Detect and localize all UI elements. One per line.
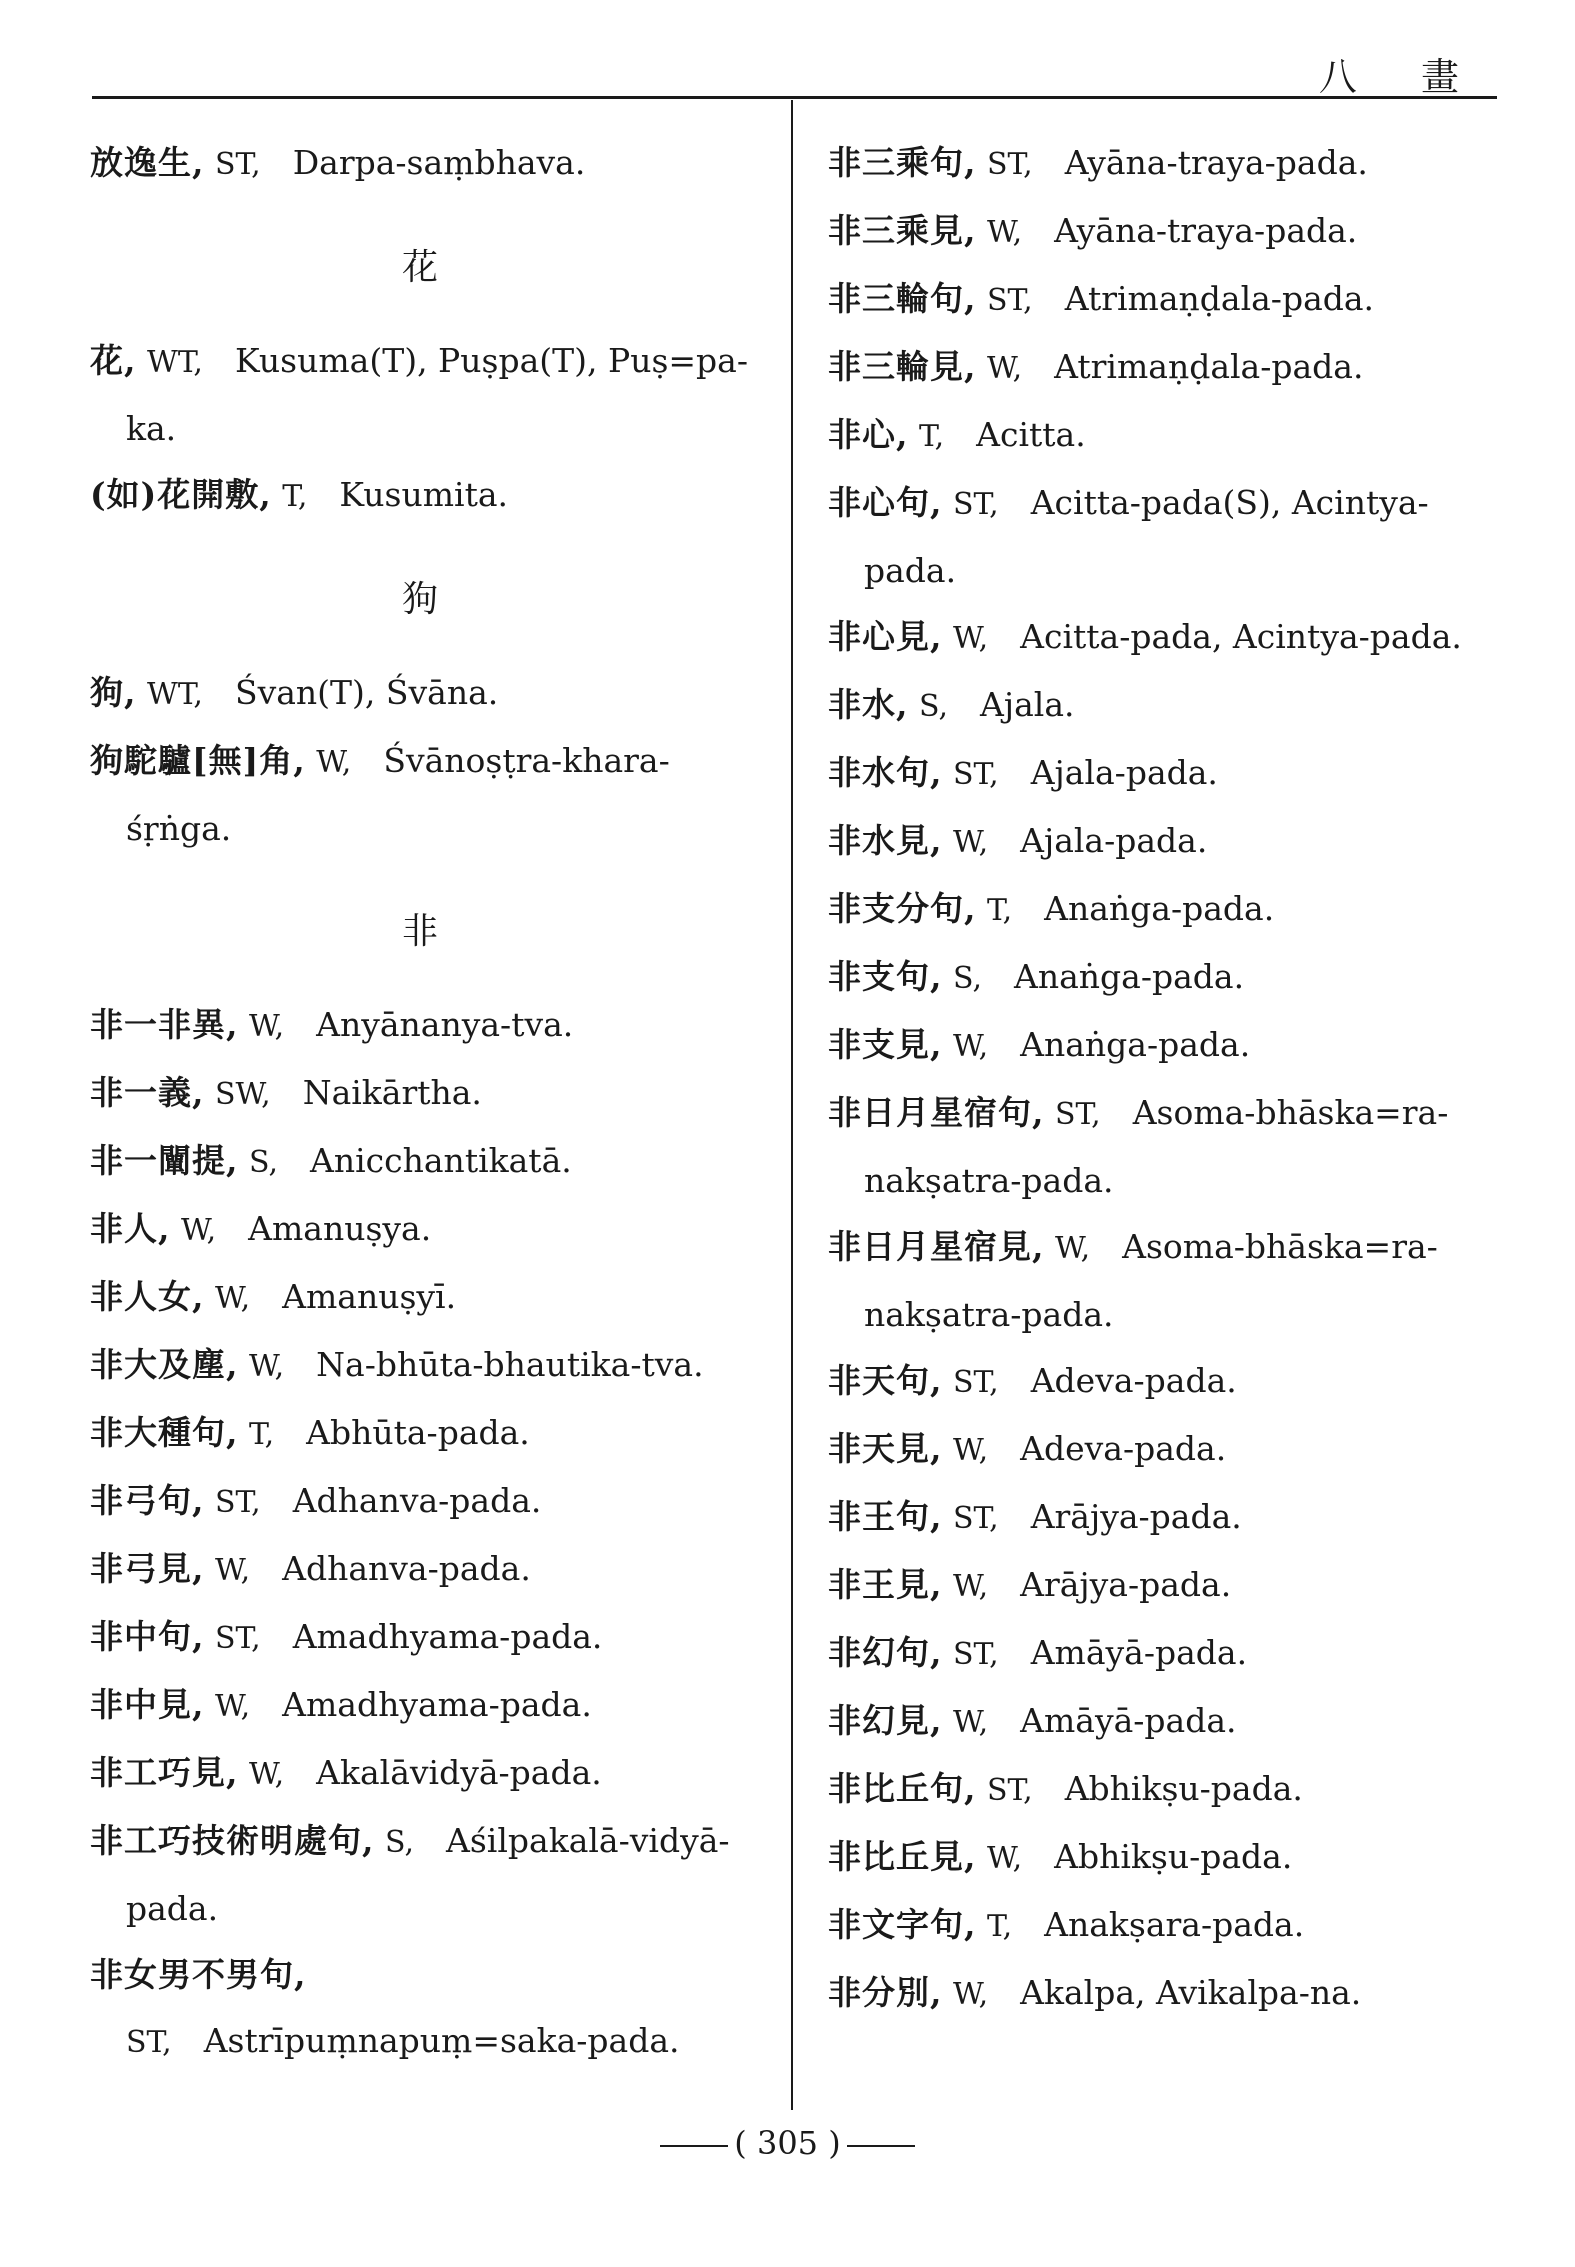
- entry-sanskrit: Śvan(T), Śvāna.: [234, 673, 499, 712]
- entry-headword: (如)花開敷,: [90, 475, 272, 514]
- entry-sanskrit: Na-bhūta-bhautika-tva.: [316, 1345, 704, 1384]
- entry-sanskrit: Atrimaṇḍala-pada.: [1064, 279, 1375, 318]
- entry-source: W,: [181, 1213, 217, 1248]
- entry-headword: 非比丘句,: [828, 1769, 977, 1808]
- entry-headword: 非日月星宿見,: [828, 1227, 1045, 1266]
- entry-source: W,: [215, 1553, 251, 1588]
- entry-source: S,: [919, 689, 949, 724]
- dictionary-entry: [828, 604, 1508, 672]
- entry-sanskrit: Anakṣara-pada.: [1044, 1905, 1305, 1944]
- dictionary-entry: [90, 328, 750, 462]
- dictionary-entry: [828, 130, 1508, 198]
- entry-source: ST,: [953, 1637, 999, 1672]
- dictionary-entry: [828, 1688, 1508, 1756]
- dictionary-entry: [90, 1468, 750, 1536]
- dictionary-entry: [828, 1756, 1508, 1824]
- entry-source: W,: [953, 825, 989, 860]
- entry-headword: 非支分句,: [828, 889, 977, 928]
- entry-headword: 非支見,: [828, 1025, 943, 1064]
- entry-sanskrit: Anaṅga-pada.: [1020, 1025, 1251, 1064]
- entry-sanskrit: Ayāna-traya-pada.: [1064, 143, 1368, 182]
- entry-sanskrit: Ayāna-traya-pada.: [1054, 211, 1358, 250]
- right-column: [828, 130, 1508, 2028]
- entry-headword: 非王句,: [828, 1497, 943, 1536]
- entry-source: W,: [249, 1757, 285, 1792]
- dictionary-entry: [90, 728, 750, 862]
- entry-sanskrit: Atrimaṇḍala-pada.: [1054, 347, 1364, 386]
- section-heading: 非: [401, 911, 438, 952]
- dictionary-entry: [90, 1264, 750, 1332]
- entry-headword: 非人,: [90, 1209, 171, 1248]
- entry-source: ST,: [953, 1501, 999, 1536]
- section-heading: 花: [401, 247, 438, 288]
- dictionary-entry: [828, 1552, 1508, 1620]
- dictionary-entry: [828, 1960, 1508, 2028]
- entry-sanskrit: Asoma-bhāska=ra-nakṣatra-pada.: [864, 1227, 1438, 1334]
- entry-sanskrit: Acitta.: [976, 415, 1086, 454]
- entry-headword: 非工巧見,: [90, 1753, 239, 1792]
- entry-sanskrit: Amāyā-pada.: [1030, 1633, 1248, 1672]
- dictionary-entry: [828, 470, 1508, 604]
- entry-source: W,: [249, 1009, 285, 1044]
- entry-headword: 非三乘句,: [828, 143, 977, 182]
- entry-headword: 非心,: [828, 415, 909, 454]
- running-head: 八 畫: [1318, 55, 1485, 99]
- dictionary-entry: [90, 1740, 750, 1808]
- folio-dash-right: [847, 2145, 915, 2147]
- entry-headword: 非大及塵,: [90, 1345, 239, 1384]
- entry-source: T,: [987, 893, 1013, 928]
- entry-headword: 非幻句,: [828, 1633, 943, 1672]
- entry-sanskrit: Amanuṣyī.: [282, 1277, 457, 1316]
- entry-headword: 非一非異,: [90, 1005, 239, 1044]
- entry-sanskrit: Anicchantikatā.: [310, 1141, 572, 1180]
- entry-sanskrit: Amadhyama-pada.: [282, 1685, 592, 1724]
- entry-source: W,: [953, 1569, 989, 1604]
- dictionary-entry: [828, 198, 1508, 266]
- dictionary-entry: [828, 1620, 1508, 1688]
- section-heading: 狗: [401, 579, 438, 620]
- entry-sanskrit: Arājya-pada.: [1020, 1565, 1232, 1604]
- entry-source: ST,: [987, 283, 1033, 318]
- entry-source: T,: [987, 1909, 1013, 1944]
- entry-headword: 非弓句,: [90, 1481, 205, 1520]
- entry-headword: 非日月星宿句,: [828, 1093, 1045, 1132]
- entry-sanskrit: Kusuma(T), Puṣpa(T), Puṣ=pa-ka.: [126, 341, 748, 448]
- dictionary-entry: [828, 1892, 1508, 1960]
- entry-source: W,: [1055, 1231, 1091, 1266]
- dictionary-entry: [90, 1196, 750, 1264]
- entry-sanskrit: Abhūta-pada.: [306, 1413, 530, 1452]
- entry-headword: 非文字句,: [828, 1905, 977, 1944]
- entry-headword: 非一闡提,: [90, 1141, 239, 1180]
- entry-sanskrit: Amadhyama-pada.: [292, 1617, 603, 1656]
- entry-sanskrit: Ajala.: [980, 685, 1075, 724]
- entry-headword: 非分別,: [828, 1973, 943, 2012]
- entry-headword: 非天見,: [828, 1429, 943, 1468]
- entry-source: WT,: [147, 345, 203, 380]
- entry-sanskrit: Abhikṣu-pada.: [1064, 1769, 1303, 1808]
- entry-headword: 非心見,: [828, 617, 943, 656]
- dictionary-entry: [828, 1080, 1508, 1214]
- dictionary-entry: [828, 266, 1508, 334]
- entry-sanskrit: Acitta-pada, Acintya-pada.: [1020, 617, 1462, 656]
- entry-source: W,: [953, 621, 989, 656]
- entry-source: S,: [953, 961, 983, 996]
- entry-sanskrit: Akalāvidyā-pada.: [316, 1753, 602, 1792]
- entry-sanskrit: Astrīpuṃnapuṃ=saka-pada.: [203, 2021, 680, 2060]
- dictionary-entry: [828, 808, 1508, 876]
- entry-headword: 非工巧技術明處句,: [90, 1821, 375, 1860]
- entry-sanskrit: Acitta-pada(S), Acintya-pada.: [864, 483, 1429, 590]
- dictionary-entry: [90, 660, 750, 728]
- entry-headword: 非比丘見,: [828, 1837, 977, 1876]
- entry-sanskrit: Kusumita.: [339, 475, 509, 514]
- entry-source: T,: [282, 479, 308, 514]
- dictionary-entry: [90, 1672, 750, 1740]
- entry-sanskrit: Darpa-saṃbhava.: [292, 143, 586, 182]
- entry-headword: 非水,: [828, 685, 909, 724]
- entry-source: ST,: [126, 2025, 172, 2060]
- dictionary-entry: [828, 1484, 1508, 1552]
- entry-sanskrit: Aśilpakalā-vidyā-pada.: [126, 1821, 730, 1928]
- entry-sanskrit: Ajala-pada.: [1030, 753, 1218, 792]
- entry-source: ST,: [987, 1773, 1033, 1808]
- entry-headword: 花,: [90, 341, 137, 380]
- entry-headword: 非支句,: [828, 957, 943, 996]
- dictionary-entry: [828, 1348, 1508, 1416]
- entry-headword: 非水句,: [828, 753, 943, 792]
- dictionary-entry: [828, 740, 1508, 808]
- entry-source: T,: [919, 419, 945, 454]
- dictionary-entry: [90, 1942, 750, 2076]
- entry-source: S,: [385, 1825, 415, 1860]
- entry-sanskrit: Anaṅga-pada.: [1014, 957, 1245, 996]
- entry-source: W,: [987, 351, 1023, 386]
- entry-headword: 非三輪句,: [828, 279, 977, 318]
- entry-source: WT,: [147, 677, 203, 712]
- folio-text: ( 305 ): [734, 2124, 841, 2162]
- entry-source: W,: [316, 745, 352, 780]
- entry-source: W,: [953, 1433, 989, 1468]
- entry-source: ST,: [215, 1621, 261, 1656]
- entry-source: W,: [953, 1977, 989, 2012]
- entry-sanskrit: Anyānanya-tva.: [316, 1005, 574, 1044]
- entry-sanskrit: Abhikṣu-pada.: [1054, 1837, 1293, 1876]
- entry-source: ST,: [953, 1365, 999, 1400]
- entry-headword: 非幻見,: [828, 1701, 943, 1740]
- entry-headword: 狗,: [90, 673, 137, 712]
- entry-headword: 非人女,: [90, 1277, 205, 1316]
- entry-sanskrit: Arājya-pada.: [1030, 1497, 1242, 1536]
- entry-headword: 狗駝驢[無]角,: [90, 741, 306, 780]
- entry-source: SW,: [215, 1077, 271, 1112]
- entry-source: W,: [987, 215, 1023, 250]
- entry-source: W,: [987, 1841, 1023, 1876]
- entry-source: ST,: [215, 1485, 261, 1520]
- entry-headword: 非三乘見,: [828, 211, 977, 250]
- dictionary-entry: [828, 402, 1508, 470]
- entry-headword: 非王見,: [828, 1565, 943, 1604]
- entry-headword: 非中見,: [90, 1685, 205, 1724]
- dictionary-entry: [90, 1536, 750, 1604]
- entry-source: S,: [249, 1145, 279, 1180]
- dictionary-entry: [90, 1060, 750, 1128]
- left-column: [90, 130, 750, 2076]
- entry-source: W,: [249, 1349, 285, 1384]
- folio-dash-left: [660, 2145, 728, 2147]
- column-divider: [791, 100, 793, 2110]
- entry-sanskrit: Adhanva-pada.: [292, 1481, 542, 1520]
- entry-source: W,: [215, 1281, 251, 1316]
- entry-sanskrit: Adeva-pada.: [1020, 1429, 1227, 1468]
- entry-headword: 放逸生,: [90, 143, 205, 182]
- entry-sanskrit: Adhanva-pada.: [282, 1549, 531, 1588]
- entry-sanskrit: Akalpa, Avikalpa-na.: [1020, 1973, 1362, 2012]
- header-rule: [92, 96, 1497, 99]
- entry-sanskrit: Adeva-pada.: [1030, 1361, 1237, 1400]
- dictionary-entry: [90, 1808, 750, 1942]
- dictionary-entry: [90, 462, 750, 530]
- entry-sanskrit: Śvānoṣṭra-khara-śṛṅga.: [126, 741, 670, 848]
- entry-headword: 非一義,: [90, 1073, 205, 1112]
- entry-source: ST,: [953, 487, 999, 522]
- entry-headword: 非水見,: [828, 821, 943, 860]
- entry-source: ST,: [215, 147, 261, 182]
- entry-source: W,: [953, 1029, 989, 1064]
- entry-headword: 非天句,: [828, 1361, 943, 1400]
- entry-headword: 非三輪見,: [828, 347, 977, 386]
- dictionary-entry: [90, 1604, 750, 1672]
- dictionary-entry: [828, 672, 1508, 740]
- dictionary-entry: [90, 130, 750, 198]
- dictionary-entry: [828, 1214, 1508, 1348]
- dictionary-entry: [828, 1824, 1508, 1892]
- entry-sanskrit: Amanuṣya.: [248, 1209, 432, 1248]
- dictionary-entry: [90, 1332, 750, 1400]
- dictionary-entry: [828, 944, 1508, 1012]
- entry-sanskrit: Amāyā-pada.: [1020, 1701, 1237, 1740]
- entry-headword: 非弓見,: [90, 1549, 205, 1588]
- entry-source: W,: [953, 1705, 989, 1740]
- entry-sanskrit: Ajala-pada.: [1020, 821, 1208, 860]
- dictionary-entry: [90, 1128, 750, 1196]
- entry-source: ST,: [1055, 1097, 1101, 1132]
- entry-source: T,: [249, 1417, 275, 1452]
- entry-headword: 非心句,: [828, 483, 943, 522]
- entry-source: ST,: [953, 757, 999, 792]
- entry-sanskrit: Asoma-bhāska=ra-nakṣatra-pada.: [864, 1093, 1449, 1200]
- entry-sanskrit: Naikārtha.: [302, 1073, 482, 1112]
- entry-headword: 非女男不男句,: [90, 1955, 307, 1994]
- dictionary-entry: [828, 1012, 1508, 1080]
- dictionary-entry: [828, 876, 1508, 944]
- entry-source: W,: [215, 1689, 251, 1724]
- dictionary-entry: [90, 1400, 750, 1468]
- entry-headword: 非大種句,: [90, 1413, 239, 1452]
- entry-sanskrit: Anaṅga-pada.: [1044, 889, 1275, 928]
- entry-source: ST,: [987, 147, 1033, 182]
- page-number: [0, 2124, 1575, 2162]
- dictionary-entry: [90, 992, 750, 1060]
- dictionary-entry: [828, 1416, 1508, 1484]
- dictionary-entry: [828, 334, 1508, 402]
- entry-headword: 非中句,: [90, 1617, 205, 1656]
